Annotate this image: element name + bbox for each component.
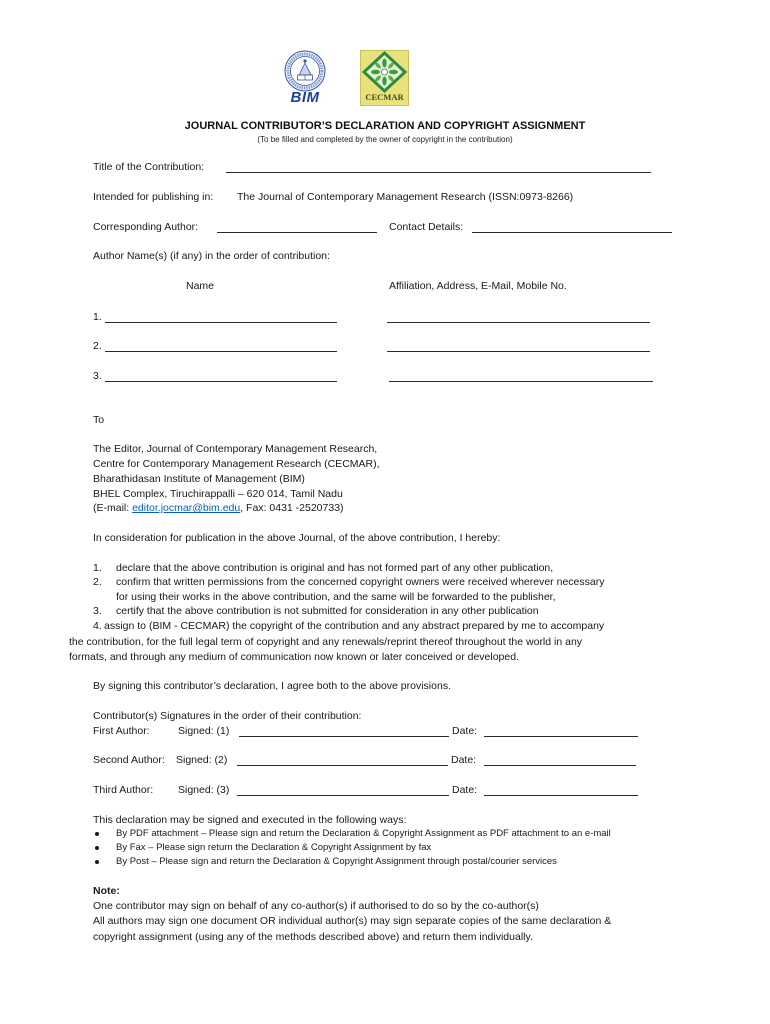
document-subtitle: (To be filled and completed by the owner of copyright in the contribution) — [257, 135, 513, 144]
declaration-intro: In consideration for publication in the above Journal, of the above contribution, I hereby: — [93, 532, 501, 544]
note-line: All authors may sign one document OR individual author(s) may sign separate copies of the same declaration & — [93, 915, 612, 927]
address-line: BHEL Complex, Tiruchirappalli – 620 014, Tamil Nadu — [93, 488, 343, 500]
email-prefix: (E-mail: — [93, 502, 133, 514]
fax-text: , Fax: 0431 -2520733) — [240, 502, 344, 514]
title-blank-line — [226, 172, 651, 173]
agreement-statement: By signing this contributor’s declaration, I agree both to the above provisions. — [93, 680, 451, 692]
author-row-number: 1. — [93, 311, 102, 323]
declaration-item-number: 4. — [93, 620, 102, 632]
note-line: One contributor may sign on behalf of any co-author(s) if authorised to do so by the co-author(s) — [93, 900, 539, 912]
date-blank-line — [484, 765, 636, 766]
editor-email-link[interactable]: editor.jocmar@bim.edu — [132, 502, 241, 514]
intended-for-label: Intended for publishing in: — [93, 191, 214, 203]
author-affiliation-blank-line — [387, 322, 650, 323]
title-of-contribution-label: Title of the Contribution: — [93, 161, 205, 173]
bullet-icon — [95, 846, 99, 850]
date-blank-line — [484, 795, 638, 796]
author-affiliation-blank-line — [387, 351, 650, 352]
method-item: By PDF attachment – Please sign and return the Declaration & Copyright Assignment as PDF attachment to an e-mail — [116, 828, 611, 839]
signature-date-label: Date: — [452, 784, 478, 796]
signature-signed-label: Signed: (2) — [176, 754, 228, 766]
contact-line — [93, 501, 344, 515]
signature-date-label: Date: — [452, 725, 478, 737]
signature-blank-line — [237, 765, 448, 766]
method-item: By Fax – Please sign return the Declaration & Copyright Assignment by fax — [116, 842, 432, 853]
declaration-item-number: 2. — [93, 576, 102, 588]
address-line: The Editor, Journal of Contemporary Management Research, — [93, 443, 378, 455]
author-name-blank-line — [105, 351, 337, 352]
declaration-item-text: declare that the above contribution is original and has not formed part of any other publication, — [116, 562, 554, 574]
signature-author-label: Second Author: — [93, 754, 165, 766]
contact-details-label: Contact Details: — [389, 221, 464, 233]
address-line: Centre for Contemporary Management Research (CECMAR), — [93, 458, 380, 470]
signature-author-label: Third Author: — [93, 784, 154, 796]
bim-seal-icon — [280, 50, 330, 92]
author-name-blank-line — [105, 322, 337, 323]
methods-heading: This declaration may be signed and executed in the following ways: — [93, 814, 407, 826]
declaration-item-text: the contribution, for the full legal term of copyright and any renewals/reprint thereof throughout the world in any — [69, 636, 583, 648]
note-line: copyright assignment (using any of the methods described above) and return them individually. — [93, 931, 533, 943]
bullet-icon — [95, 860, 99, 864]
contact-details-blank-line — [472, 232, 672, 233]
declaration-item-text: certify that the above contribution is not submitted for consideration in any other publication — [116, 605, 539, 617]
date-blank-line — [484, 736, 638, 737]
author-row-number: 2. — [93, 340, 102, 352]
signature-blank-line — [237, 795, 449, 796]
corresponding-author-blank-line — [217, 232, 377, 233]
declaration-item-text: formats, and through any medium of communication now known or later conceived or developed. — [69, 651, 519, 663]
note-label: Note: — [93, 885, 120, 897]
declaration-item-text: assign to (BIM - CECMAR) the copyright of the contribution and any abstract prepared by me to accompany — [104, 620, 605, 632]
signature-signed-label: Signed: (1) — [178, 725, 230, 737]
document-title: JOURNAL CONTRIBUTOR’S DECLARATION AND COPYRIGHT ASSIGNMENT — [184, 120, 586, 132]
author-names-label: Author Name(s) (if any) in the order of contribution: — [93, 250, 330, 262]
journal-name: The Journal of Contemporary Management Research (ISSN:0973-8266) — [237, 191, 574, 203]
signature-blank-line — [239, 736, 449, 737]
bullet-icon — [95, 832, 99, 836]
address-line: Bharathidasan Institute of Management (BIM) — [93, 473, 305, 485]
signature-signed-label: Signed: (3) — [178, 784, 230, 796]
author-name-blank-line — [105, 381, 337, 382]
declaration-item-number: 1. — [93, 562, 102, 574]
declaration-item-text: for using their works in the above contribution, and the same will be forwarded to the publisher, — [116, 591, 556, 603]
to-label: To — [93, 414, 105, 426]
declaration-item-text: confirm that written permissions from the concerned copyright owners were received wherever necessary — [116, 576, 605, 588]
author-row-number: 3. — [93, 370, 102, 382]
author-affiliation-blank-line — [389, 381, 653, 382]
bim-logo-text: BIM — [290, 89, 320, 106]
signature-date-label: Date: — [451, 754, 477, 766]
name-column-header: Name — [186, 280, 215, 292]
declaration-item-number: 3. — [93, 605, 102, 617]
cecmar-logo — [360, 50, 409, 106]
signature-author-label: First Author: — [93, 725, 150, 737]
affiliation-column-header: Affiliation, Address, E-Mail, Mobile No. — [389, 280, 567, 292]
corresponding-author-label: Corresponding Author: — [93, 221, 199, 233]
signatures-heading: Contributor(s) Signatures in the order of their contribution: — [93, 710, 362, 722]
bim-logo — [280, 50, 330, 108]
cecmar-logo-text: CECMAR — [365, 92, 404, 102]
method-item: By Post – Please sign and return the Declaration & Copyright Assignment through postal/courier services — [116, 856, 557, 867]
